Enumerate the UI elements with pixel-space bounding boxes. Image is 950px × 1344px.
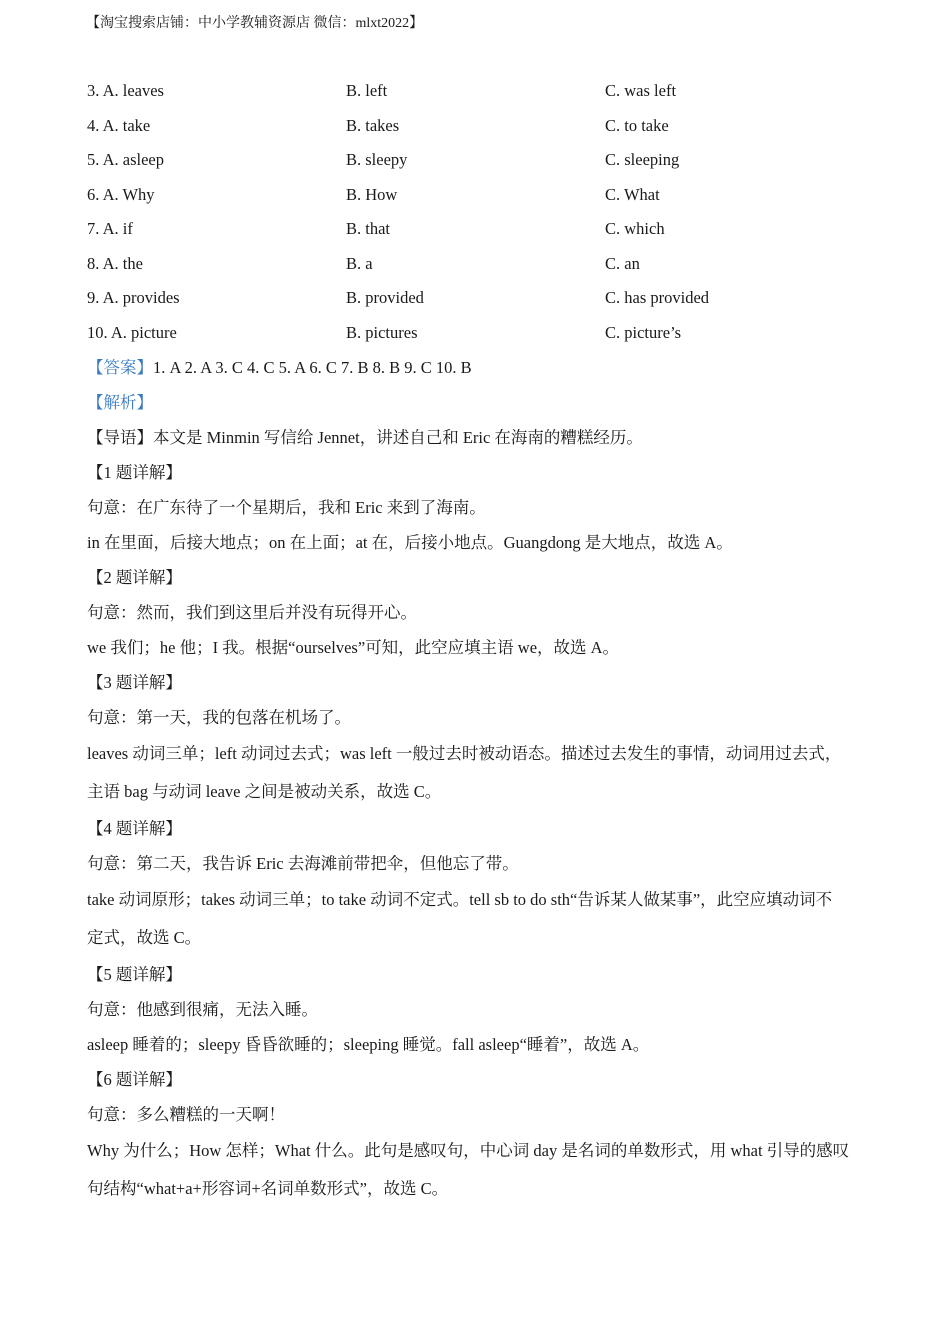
- q2-meaning: 句意：然而，我们到这里后并没有玩得开心。: [87, 603, 417, 622]
- option-b: B. takes: [346, 115, 400, 135]
- analysis-body: [87, 350, 867, 1208]
- option-a: 5. A. asleep: [87, 150, 164, 169]
- page-header-watermark: 【淘宝搜索店铺：中小学教辅资源店 微信：mlxt2022】: [86, 16, 424, 31]
- option-a: 6. A. Why: [87, 184, 155, 204]
- option-row-9: [87, 281, 867, 316]
- q5-meaning: 句意：他感到很痛，无法入睡。: [87, 1000, 318, 1019]
- q4-meaning: 句意：第二天，我告诉 Eric 去海滩前带把伞，但他忘了带。: [87, 854, 519, 873]
- option-c: C. an: [605, 253, 640, 273]
- answer-list: 1. A 2. A 3. C 4. C 5. A 6. C 7. B 8. B 9. C 10. B: [153, 358, 472, 377]
- option-c: C. picture’s: [605, 322, 682, 342]
- q6-meaning: 句意：多么糟糕的一天啊！: [87, 1105, 285, 1124]
- q2-explain: we 我们；he 他；I 我。根据“ourselves”可知，此空应填主语 we，故选 A。: [87, 638, 620, 657]
- q4-explain-line1: take 动词原形；takes 动词三单；to take 动词不定式。tell sb to do sth“告诉某人做某事”，此空应填动词不: [87, 890, 833, 909]
- option-b: B. How: [346, 184, 398, 204]
- answer-line: [87, 350, 867, 385]
- q3-meaning: 句意：第一天，我的包落在机场了。: [87, 708, 351, 727]
- option-a: 8. A. the: [87, 253, 143, 273]
- option-c: C. was left: [605, 81, 677, 100]
- option-c: C. which: [605, 219, 665, 238]
- option-row-6: [87, 178, 867, 213]
- q4-explain-line2: 定式，故选 C。: [87, 928, 202, 947]
- option-row-5: [87, 143, 867, 178]
- q6-title: 【6 题详解】: [87, 1070, 182, 1089]
- option-a: 10. A. picture: [87, 322, 177, 342]
- intro-text: 【导语】本文是 Minmin 写信给 Jennet，讲述自己和 Eric 在海南的糟糕经历。: [87, 428, 643, 447]
- q1-meaning: 句意：在广东待了一个星期后，我和 Eric 来到了海南。: [87, 498, 486, 517]
- option-b: B. a: [346, 253, 373, 273]
- option-c: C. sleeping: [605, 150, 680, 169]
- option-a: 7. A. if: [87, 219, 133, 238]
- option-a: 4. A. take: [87, 115, 151, 135]
- option-row-3: [87, 74, 867, 109]
- q5-title: 【5 题详解】: [87, 965, 182, 984]
- q6-explain-line1: Why 为什么；How 怎样；What 什么。此句是感叹句，中心词 day 是名词的单数形式，用 what 引导的感叹: [87, 1141, 850, 1160]
- option-b: B. left: [346, 81, 388, 100]
- option-b: B. pictures: [346, 322, 418, 342]
- q3-explain-line2: 主语 bag 与动词 leave 之间是被动关系，故选 C。: [87, 782, 442, 801]
- q4-title: 【4 题详解】: [87, 819, 182, 838]
- q1-title: 【1 题详解】: [87, 463, 182, 482]
- q3-title: 【3 题详解】: [87, 673, 182, 692]
- option-b: B. sleepy: [346, 150, 408, 169]
- option-b: B. provided: [346, 288, 424, 307]
- q2-title: 【2 题详解】: [87, 568, 182, 587]
- option-c: C. What: [605, 184, 660, 204]
- q5-explain: asleep 睡着的；sleepy 昏昏欲睡的；sleeping 睡觉。fall asleep“睡着”，故选 A。: [87, 1035, 650, 1054]
- analysis-label: 【解析】: [87, 393, 153, 412]
- q1-explain: in 在里面，后接大地点；on 在上面；at 在，后接小地点。Guangdong 是大地点，故选 A。: [87, 533, 733, 552]
- option-c: C. to take: [605, 115, 669, 135]
- option-b: B. that: [346, 219, 390, 238]
- option-row-7: [87, 212, 867, 247]
- options-table: [87, 74, 867, 350]
- q6-explain-line2: 句结构“what+a+形容词+名词单数形式”，故选 C。: [87, 1179, 449, 1198]
- option-row-4: [87, 109, 867, 144]
- option-a: 9. A. provides: [87, 288, 180, 307]
- answer-label: 【答案】: [87, 358, 153, 377]
- q3-explain-line1: leaves 动词三单；left 动词过去式；was left 一般过去时被动语态。描述过去发生的事情，动词用过去式，: [87, 744, 842, 763]
- option-row-8: [87, 247, 867, 282]
- option-a: 3. A. leaves: [87, 81, 164, 100]
- option-row-10: [87, 316, 867, 351]
- option-c: C. has provided: [605, 288, 710, 307]
